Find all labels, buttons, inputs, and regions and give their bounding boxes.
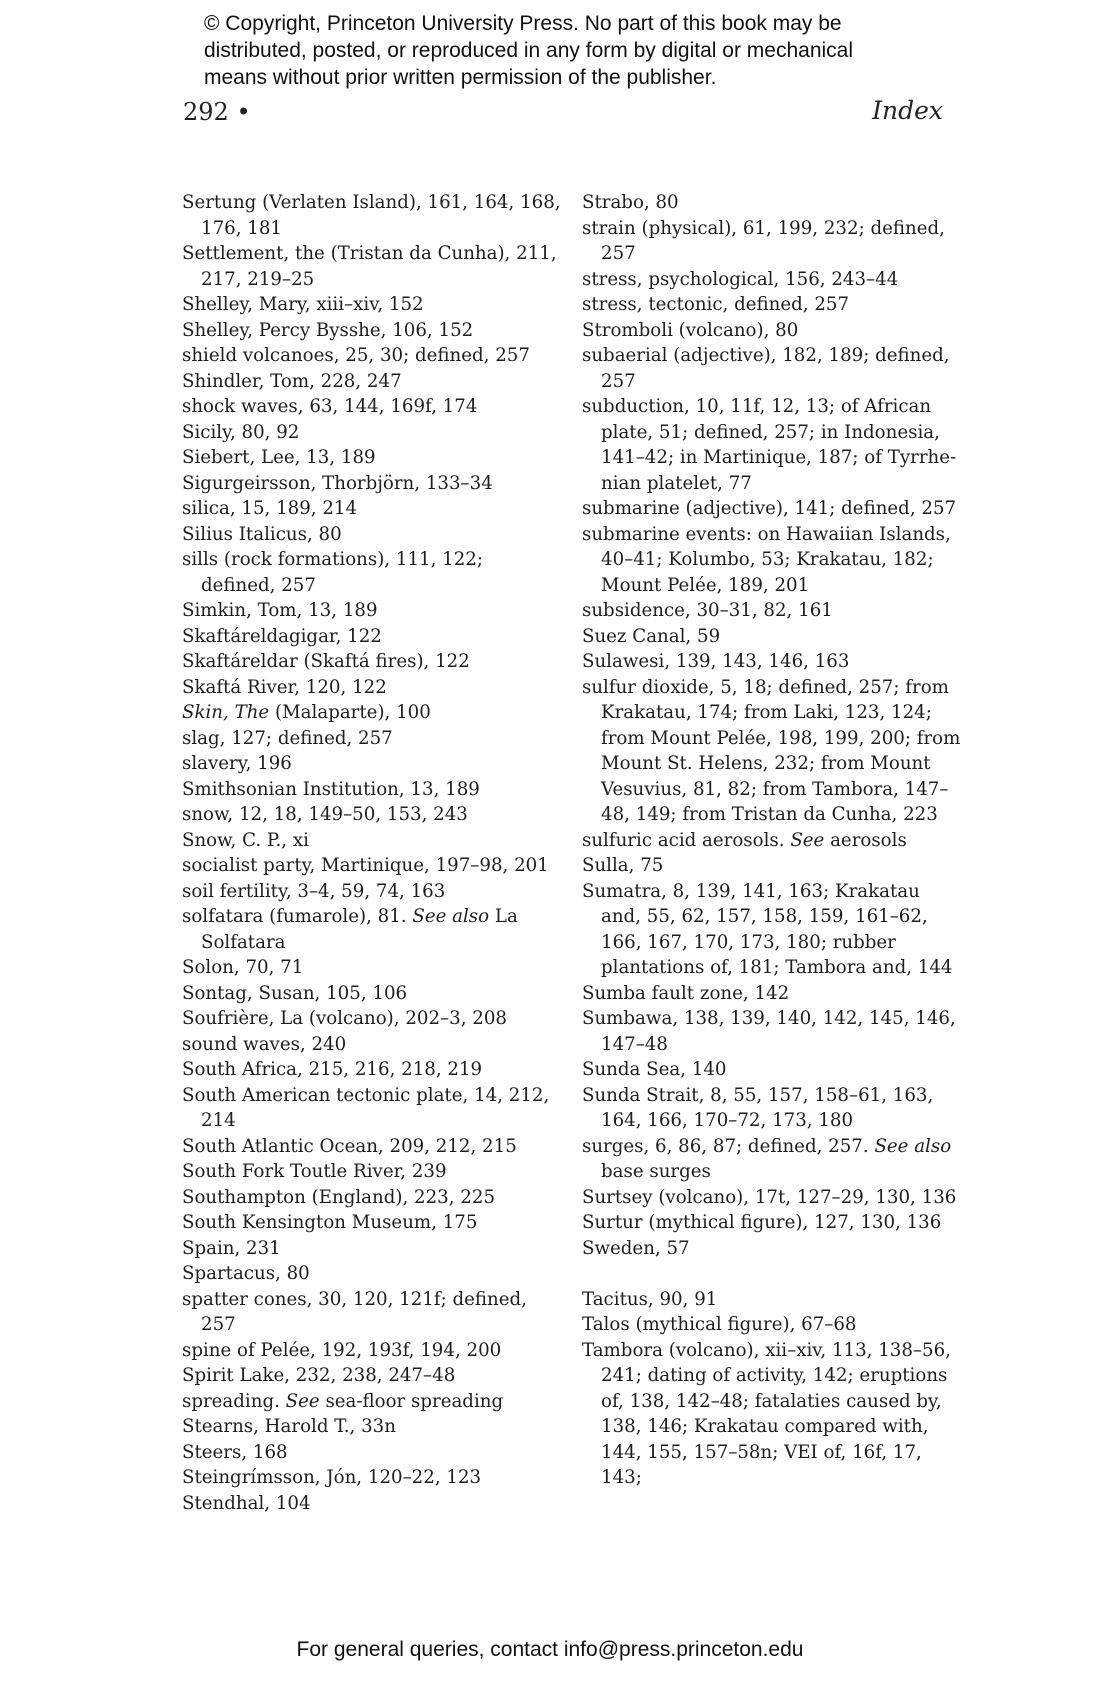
- index-entry-text: subduction, 10, 11f, 12, 13; of African plate, 51; defined, 257; in Indonesia, 141–42; in Martinique, 187; of Tyrrhe-nian platelet, 77: [582, 396, 957, 494]
- index-entry: [582, 1287, 962, 1313]
- index-entry-text: Surtur (mythical figure), 127, 130, 136: [582, 1212, 942, 1233]
- index-entry-text: soil fertility, 3–4, 59, 74, 163: [182, 880, 446, 902]
- index-entry: [582, 292, 962, 318]
- index-entry: [182, 1338, 562, 1364]
- index-entry: [582, 1083, 962, 1134]
- index-entry: [582, 1134, 962, 1185]
- index-entry: [182, 1134, 562, 1160]
- index-entry-text: Settlement, the (Tristan da Cunha), 211, 217, 219–25: [182, 243, 563, 290]
- index-entry: [182, 802, 562, 828]
- index-entry-italic: See: [285, 1390, 320, 1412]
- index-entry: [182, 1006, 562, 1032]
- index-entry-text: Spirit Lake, 232, 238, 247–48: [182, 1365, 456, 1386]
- index-entry-text: Steingrímsson, Jón, 120–22, 123: [182, 1467, 482, 1488]
- index-entry: [582, 394, 962, 496]
- index-entry-text: base surges: [601, 1135, 957, 1182]
- index-entry-text: Snow, C. P., xi: [182, 829, 309, 851]
- index-entry: [182, 241, 562, 292]
- index-entry-italic: See: [790, 829, 825, 851]
- index-entry: [182, 1159, 562, 1185]
- index-entry: [182, 1032, 562, 1058]
- index-entry: [582, 267, 962, 293]
- index-entry-text: Suez Canal, 59: [582, 625, 721, 647]
- copyright-line: means without prior written permission of the publisher.: [204, 66, 717, 89]
- index-entry-text: solfatara (fumarole), 81.: [182, 906, 413, 927]
- index-entry: [582, 1185, 962, 1211]
- index-entry-text: Shelley, Percy Bysshe, 106, 152: [182, 319, 474, 341]
- index-entry: [182, 879, 562, 905]
- index-entry-text: Shindler, Tom, 228, 247: [182, 370, 402, 392]
- index-entry-text: strain (physical), 61, 199, 232; defined, 257: [582, 217, 951, 264]
- index-entry-text: shock waves, 63, 144, 169f, 174: [182, 396, 478, 417]
- index-entry-text: spreading.: [182, 1390, 286, 1412]
- index-entry: [182, 343, 562, 369]
- index-entry-text: spatter cones, 30, 120, 121f; defined, 257: [182, 1288, 533, 1335]
- index-entry: [582, 1210, 962, 1236]
- index-entry: [582, 675, 967, 828]
- copyright-notice: [204, 10, 964, 91]
- index-entry-text: sulfur dioxide, 5, 18; defined, 257; from Krakatau, 174; from Laki, 123, 124; from Mount Pelée, 198, 199, 200; from Mount St. Helens, 232; from Mount Vesuvius, 81, 82; from Tambora, 147–48, 149; from Tristan da Cunha, 223: [582, 676, 967, 825]
- index-entry: [582, 879, 962, 981]
- index-entry: [182, 598, 562, 624]
- index-entry: [182, 649, 562, 675]
- index-entry-text: slag, 127; defined, 257: [182, 727, 393, 749]
- index-entry: [582, 828, 962, 854]
- index-entry-text: submarine events: on Hawaiian Islands, 40–41; Kolumbo, 53; Krakatau, 182; Mount Pelée, 189, 201: [582, 523, 957, 596]
- index-entry: [182, 1210, 562, 1236]
- index-entry-text: subsidence, 30–31, 82, 161: [582, 600, 833, 621]
- index-entry-text: socialist party, Martinique, 197–98, 201: [182, 855, 549, 876]
- index-entry-text: Sumba fault zone, 142: [582, 982, 790, 1004]
- index-entry: [182, 981, 562, 1007]
- index-entry: [182, 394, 562, 420]
- index-entry: [182, 624, 562, 650]
- index-entry: [182, 1440, 562, 1466]
- index-entry: [182, 828, 562, 854]
- index-entry: [582, 190, 962, 216]
- index-entry-text: slavery, 196: [182, 753, 292, 774]
- index-entry: [582, 1312, 962, 1338]
- index-entry-text: Sigurgeirsson, Thorbjörn, 133–34: [182, 472, 493, 494]
- index-entry: [582, 624, 962, 650]
- footer-contact: For general queries, contact info@press.princeton.edu: [296, 1638, 804, 1661]
- index-entry: [582, 1057, 962, 1083]
- index-entry-text: South Africa, 215, 216, 218, 219: [182, 1059, 483, 1080]
- index-entry-text: stress, tectonic, defined, 257: [582, 294, 850, 315]
- index-entry-text: aerosols: [824, 829, 907, 851]
- index-entry-text: Surtsey (volcano), 17t, 127–29, 130, 136: [582, 1186, 957, 1208]
- index-entry-text: sulfuric acid aerosols.: [582, 829, 791, 851]
- index-entry-text: Solon, 70, 71: [182, 957, 304, 978]
- index-entry-text: Sulawesi, 139, 143, 146, 163: [582, 651, 850, 672]
- index-entry-text: subaerial (adjective), 182, 189; defined, 257: [582, 345, 956, 392]
- index-entry-text: (Malaparte), 100: [269, 702, 431, 723]
- index-entry: [182, 955, 562, 981]
- index-entry-text: Siebert, Lee, 13, 189: [182, 447, 376, 468]
- index-entry-text: South Kensington Museum, 175: [182, 1212, 478, 1233]
- index-entry: [182, 445, 562, 471]
- index-entry-text: sound waves, 240: [182, 1033, 347, 1055]
- index-entry-italic: See also: [874, 1135, 952, 1157]
- index-entry: [182, 726, 562, 752]
- index-entry-text: Skaftáreldar (Skaftá fires), 122: [182, 651, 470, 672]
- index-entry: [582, 853, 962, 879]
- index-entry: [182, 904, 562, 955]
- index-entry: [182, 1083, 562, 1134]
- index-entry: [182, 420, 562, 446]
- index-entry-text: La Solfatara: [201, 906, 524, 953]
- index-entry: [182, 1057, 562, 1083]
- index-entry-text: Spartacus, 80: [182, 1263, 310, 1284]
- index-entry: [182, 1261, 562, 1287]
- index-entry-text: South American tectonic plate, 14, 212, 214: [182, 1084, 556, 1131]
- index-entry-text: stress, psychological, 156, 243–44: [582, 268, 899, 290]
- index-entry: [182, 547, 562, 598]
- index-entry-text: Shelley, Mary, xiii–xiv, 152: [182, 294, 424, 315]
- index-entry: [182, 292, 562, 318]
- index-entry-text: Steers, 168: [182, 1441, 288, 1463]
- index-entry: [582, 496, 962, 522]
- index-entry-text: Sunda Sea, 140: [582, 1059, 727, 1080]
- index-entry: [182, 853, 562, 879]
- index-entry-text: South Atlantic Ocean, 209, 212, 215: [182, 1135, 517, 1157]
- index-entry-text: Skaftáreldagigar, 122: [182, 625, 382, 647]
- index-entry-text: Sertung (Verlaten Island), 161, 164, 168, 176, 181: [182, 192, 567, 239]
- index-entry: [182, 496, 562, 522]
- index-entry: [182, 1491, 562, 1517]
- index-entry-text: sills (rock formations), 111, 122; defined, 257: [182, 549, 489, 596]
- index-entry-text: Simkin, Tom, 13, 189: [182, 600, 378, 621]
- index-entry: [582, 1338, 962, 1491]
- index-entry-text: Stromboli (volcano), 80: [582, 319, 799, 341]
- index-entry: [182, 522, 562, 548]
- index-entry: [182, 369, 562, 395]
- index-entry-text: Sumatra, 8, 139, 141, 163; Krakatau and, 55, 62, 157, 158, 159, 161–62, 166, 167, 170, 173, 180; rubber plantations of, 181; Tambora and, 144: [582, 880, 953, 978]
- index-entry-text: Sicily, 80, 92: [182, 421, 300, 443]
- index-entry: [182, 1287, 562, 1338]
- index-entry-text: Sontag, Susan, 105, 106: [182, 982, 408, 1004]
- index-entry-text: South Fork Toutle River, 239: [182, 1161, 447, 1182]
- index-entry-text: Spain, 231: [182, 1237, 281, 1259]
- index-entry-text: Sweden, 57: [582, 1237, 690, 1259]
- index-entry: [182, 1363, 562, 1389]
- index-entry-text: silica, 15, 189, 214: [182, 498, 358, 519]
- index-entry-text: surges, 6, 86, 87; defined, 257.: [582, 1135, 875, 1157]
- index-entry-text: spine of Pelée, 192, 193f, 194, 200: [182, 1339, 502, 1361]
- index-column-right: [582, 190, 967, 1491]
- index-entry-text: Skaftá River, 120, 122: [182, 676, 387, 698]
- index-entry-text: submarine (adjective), 141; defined, 257: [582, 498, 957, 519]
- index-entry: [582, 1006, 962, 1057]
- index-entry-text: Silius Italicus, 80: [182, 523, 342, 545]
- running-head: Index: [872, 96, 943, 125]
- page-number: 292 •: [183, 98, 251, 126]
- index-entry-text: sea-floor spreading: [319, 1390, 504, 1412]
- copyright-line: © Copyright, Princeton University Press. No part of this book may be: [204, 12, 842, 35]
- index-entry: [582, 343, 962, 394]
- index-entry-text: Smithsonian Institution, 13, 189: [182, 778, 480, 800]
- index-entry: [582, 318, 962, 344]
- index-entry-text: Sumbawa, 138, 139, 140, 142, 145, 146, 147–48: [582, 1008, 962, 1055]
- index-entry-text: snow, 12, 18, 149–50, 153, 243: [182, 804, 468, 825]
- index-entry-text: Southampton (England), 223, 225: [182, 1186, 496, 1208]
- index-entry: [182, 1465, 562, 1491]
- index-entry: [582, 216, 962, 267]
- index-entry: [582, 981, 962, 1007]
- index-entry: [582, 1236, 962, 1262]
- index-entry-text: Soufrière, La (volcano), 202–3, 208: [182, 1008, 507, 1029]
- index-entry: [182, 1389, 562, 1415]
- index-column-left: [182, 190, 567, 1516]
- index-entry: [182, 675, 562, 701]
- index-entry: [182, 318, 562, 344]
- index-entry: [582, 649, 962, 675]
- index-entry: [182, 700, 562, 726]
- copyright-line: distributed, posted, or reproduced in any form by digital or mechanical: [204, 39, 854, 62]
- index-entry-text: Sulla, 75: [582, 855, 664, 876]
- index-entry: [182, 777, 562, 803]
- index-entry: [182, 1236, 562, 1262]
- index-entry: [582, 598, 962, 624]
- index-entry-text: shield volcanoes, 25, 30; defined, 257: [182, 345, 530, 366]
- index-entry-text: Strabo, 80: [582, 192, 679, 213]
- letter-group-gap: [582, 1261, 962, 1287]
- index-entry: [182, 1185, 562, 1211]
- index-entry: [182, 1414, 562, 1440]
- index-entry-text: Talos (mythical figure), 67–68: [582, 1314, 857, 1335]
- index-entry-text: Stendhal, 104: [182, 1492, 311, 1514]
- index-entry-text: Tacitus, 90, 91: [582, 1288, 718, 1310]
- index-entry-italic: Skin, The: [182, 702, 270, 723]
- index-entry: [182, 471, 562, 497]
- index-entry-text: Tambora (volcano), xii–xiv, 113, 138–56, 241; dating of activity, 142; eruptions of, 138, 142–48; fatalaties caused by, 138, 146; Krakatau compared with, 144, 155, 157–58n; VEI of, 16f, 17, 143;: [582, 1339, 957, 1488]
- index-entry-text: Stearns, Harold T., 33n: [182, 1416, 396, 1437]
- index-entry-text: Sunda Strait, 8, 55, 157, 158–61, 163, 164, 166, 170–72, 173, 180: [582, 1084, 940, 1131]
- index-entry: [182, 751, 562, 777]
- index-entry: [182, 190, 567, 241]
- index-entry-italic: See also: [412, 906, 490, 927]
- index-entry: [582, 522, 962, 599]
